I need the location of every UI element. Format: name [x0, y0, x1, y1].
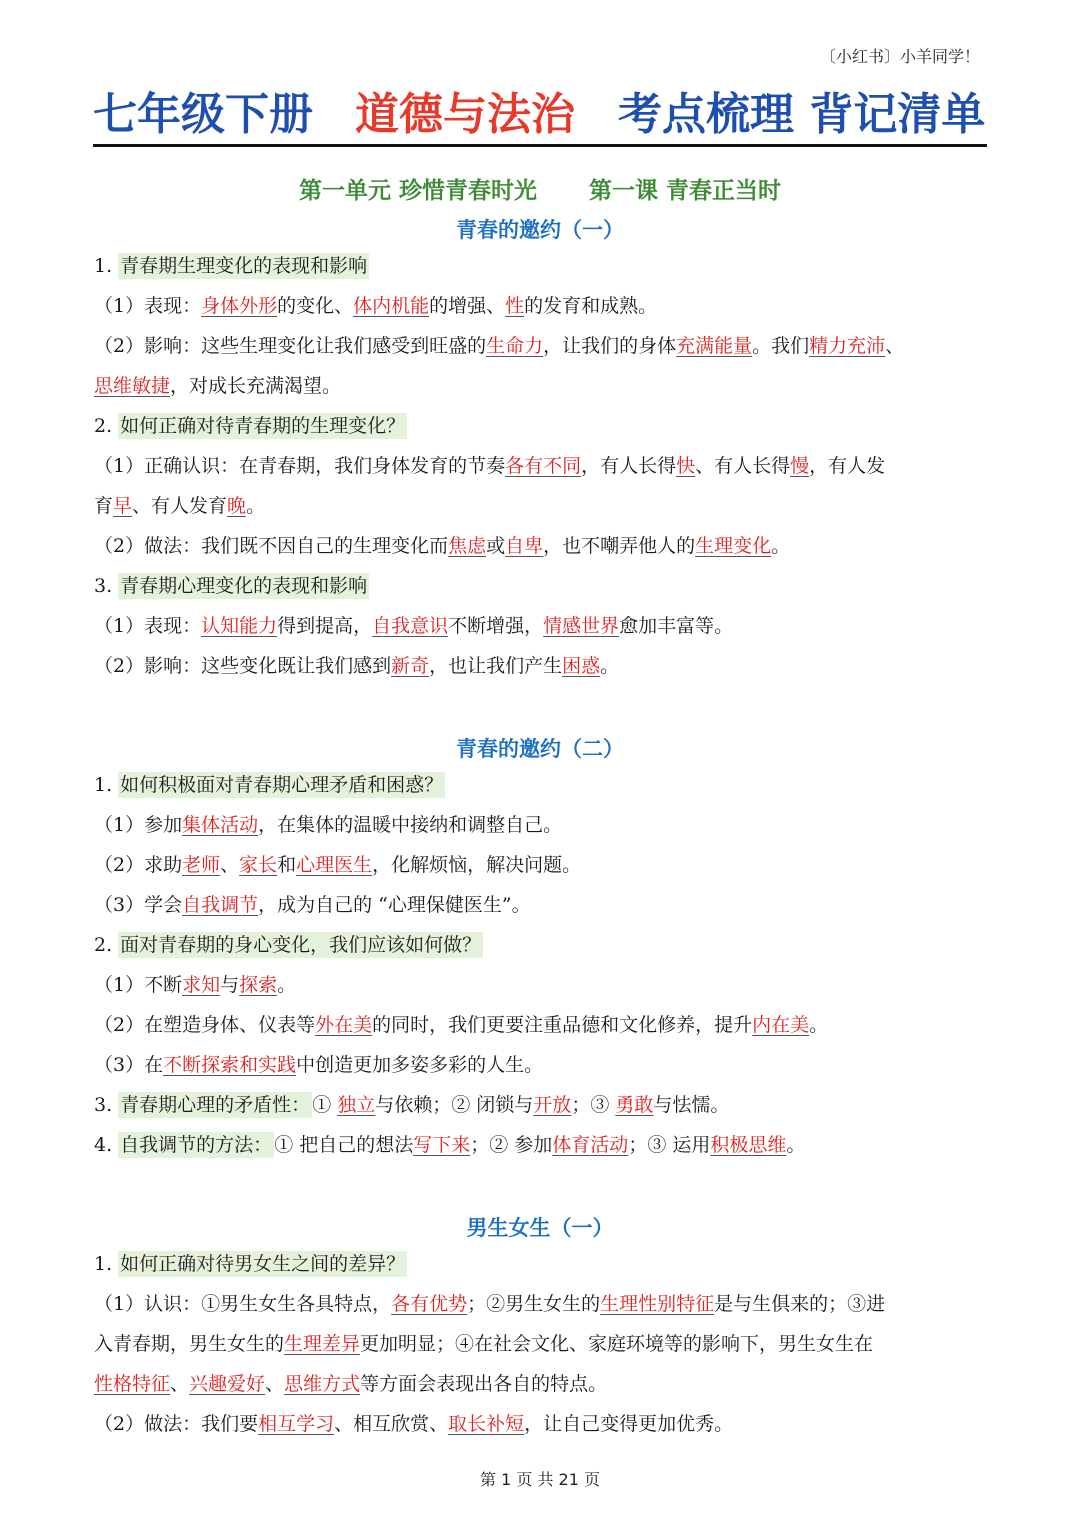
keyword: 认知能力 [201, 615, 278, 637]
answer-line [94, 372, 994, 400]
text-segment: （1）参加 [94, 814, 183, 836]
section-heading: 男生女生（一） [466, 1216, 614, 1240]
keyword: 体内机能 [353, 295, 430, 317]
title-subject: 道德与法治 [355, 89, 575, 140]
question-text: 青春期心理变化的表现和影响 [120, 575, 368, 597]
text-segment: （1）表现： [94, 615, 202, 637]
keyword: 生命力 [486, 335, 544, 357]
text-segment: 更加明显；④在社会文化、家庭环境等的影响下，男生女生在 [360, 1333, 874, 1355]
keyword: 家长 [239, 854, 278, 876]
page-number: 第 1 页 共 21 页 [480, 1470, 600, 1489]
question-text: 自我调节的方法： [120, 1134, 273, 1156]
text-segment: 与依赖；② 闭锁与 [375, 1094, 534, 1116]
header-credit: 〔小红书〕小羊同学！ [819, 47, 980, 66]
question-line [94, 931, 994, 959]
keyword: 生理变化 [695, 535, 772, 557]
text-segment: 入青春期，男生女生的 [94, 1333, 285, 1355]
keyword: 体育活动 [552, 1134, 629, 1156]
text-segment: 等方面会表现出各自的特点。 [360, 1373, 608, 1395]
keyword: 快 [676, 455, 696, 477]
text-segment: ；③ 运用 [628, 1134, 711, 1156]
text-segment: ，有人发 [809, 455, 886, 477]
text-segment: 的增强、 [429, 295, 506, 317]
text-segment: 、相互欣赏、 [334, 1413, 449, 1435]
text-segment: ① 把自己的想法 [274, 1134, 414, 1156]
text-segment: 、 [265, 1373, 285, 1395]
answer-line [94, 492, 994, 520]
answer-line [94, 652, 994, 680]
text-segment: 、 [885, 335, 905, 357]
keyword: 外在美 [315, 1014, 373, 1036]
question-line [94, 1091, 994, 1119]
text-segment: 中创造更加多姿多彩的人生。 [296, 1054, 544, 1076]
keyword: 集体活动 [182, 814, 259, 836]
item-number: 1. [94, 255, 119, 277]
text-segment: ；②男生女生的 [467, 1293, 601, 1315]
keyword: 精力充沛 [809, 335, 886, 357]
text-segment: （2）做法：我们既不因自己的生理变化而 [94, 535, 449, 557]
text-segment: 育 [94, 495, 114, 517]
question-text: 青春期生理变化的表现和影响 [120, 255, 368, 277]
keyword: 自我意识 [372, 615, 449, 637]
text-segment: 、 [170, 1373, 190, 1395]
answer-line [94, 811, 994, 839]
keyword: 生理差异 [284, 1333, 361, 1355]
keyword: 求知 [182, 974, 221, 996]
text-segment: 、有人发育 [132, 495, 228, 517]
keyword: 性 [505, 295, 525, 317]
text-segment: 的同时，我们更要注重品德和文化修养，提升 [372, 1014, 753, 1036]
text-segment: （3）学会 [94, 894, 183, 916]
question-line [94, 572, 994, 600]
item-number: 4. [94, 1134, 119, 1156]
keyword: 不断探索和实践 [163, 1054, 297, 1076]
keyword: 心理医生 [296, 854, 373, 876]
text-segment: 。 [600, 655, 620, 677]
keyword: 生理性别特征 [600, 1293, 715, 1315]
text-segment: 。我们 [752, 335, 810, 357]
keyword: 内在美 [752, 1014, 810, 1036]
text-segment: （1）不断 [94, 974, 183, 996]
text-segment: ，在集体的温暖中接纳和调整自己。 [258, 814, 563, 836]
keyword: 情感世界 [543, 615, 620, 637]
text-segment: ，对成长充满渴望。 [170, 375, 342, 397]
keyword: 困惑 [562, 655, 601, 677]
text-segment: ；② 参加 [470, 1134, 553, 1156]
text-segment: ，也不嘲弄他人的 [543, 535, 696, 557]
keyword: 开放 [533, 1094, 572, 1116]
text-segment: 与怯懦。 [653, 1094, 730, 1116]
question-text: 面对青春期的身心变化，我们应该如何做？ [120, 934, 482, 956]
answer-line [94, 1410, 994, 1438]
item-number: 1. [94, 1253, 119, 1275]
keyword: 自我调节 [182, 894, 259, 916]
keyword: 自卑 [505, 535, 544, 557]
answer-line [94, 332, 994, 360]
section-heading: 青春的邀约（二） [456, 737, 624, 761]
keyword: 相互学习 [258, 1413, 335, 1435]
answer-line [94, 1011, 994, 1039]
text-segment: 、有人长得 [695, 455, 791, 477]
unit-heading [0, 172, 1080, 205]
text-segment: 的变化、 [277, 295, 354, 317]
keyword: 兴趣爱好 [189, 1373, 266, 1395]
title-grade: 七年级下册 [93, 89, 313, 140]
answer-line [94, 1370, 994, 1398]
section-heading: 青春的邀约（一） [456, 218, 624, 242]
keyword: 焦虑 [448, 535, 487, 557]
answer-line [94, 612, 994, 640]
question-text: 如何正确对待男女生之间的差异？ [120, 1253, 406, 1275]
answer-line [94, 1051, 994, 1079]
item-number: 2. [94, 415, 119, 437]
text-segment: （1）认识：①男生女生各具特点， [94, 1293, 392, 1315]
text-segment: 与 [220, 974, 240, 996]
text-segment: 是与生俱来的；③进 [714, 1293, 886, 1315]
question-line [94, 1250, 994, 1278]
text-segment: （2）影响：这些变化既让我们感到 [94, 655, 392, 677]
text-segment: （2）影响：这些生理变化让我们感受到旺盛的 [94, 335, 487, 357]
question-text: 如何正确对待青春期的生理变化？ [120, 415, 406, 437]
keyword: 探索 [239, 974, 278, 996]
item-number: 3. [94, 1094, 119, 1116]
text-segment: ，成为自己的 “心理保健医生”。 [258, 894, 531, 916]
answer-line [94, 1290, 994, 1318]
question-line [94, 412, 994, 440]
answer-line [94, 891, 994, 919]
text-segment: 不断增强， [448, 615, 544, 637]
text-segment: 或 [486, 535, 506, 557]
text-segment: ，让我们的身体 [543, 335, 677, 357]
keyword: 老师 [182, 854, 221, 876]
question-line [94, 1131, 994, 1159]
answer-line [94, 532, 994, 560]
keyword: 身体外形 [201, 295, 278, 317]
question-text: 青春期心理的矛盾性： [120, 1094, 311, 1116]
text-segment: （2）做法：我们要 [94, 1413, 259, 1435]
text-segment: 、 [220, 854, 240, 876]
answer-line [94, 292, 994, 320]
keyword: 性格特征 [94, 1373, 171, 1395]
keyword: 慢 [790, 455, 810, 477]
lesson-title: 第一课 青春正当时 [589, 178, 782, 204]
text-segment: 。 [246, 495, 266, 517]
keyword: 思维方式 [284, 1373, 361, 1395]
text-segment: （1）表现： [94, 295, 202, 317]
item-number: 1. [94, 774, 119, 796]
question-text: 如何积极面对青春期心理矛盾和困惑？ [120, 774, 444, 796]
text-segment: 的发育和成熟。 [524, 295, 658, 317]
text-segment: 。 [809, 1014, 829, 1036]
text-segment: （1）正确认识：在青春期，我们身体发育的节奏 [94, 455, 506, 477]
keyword: 充满能量 [676, 335, 753, 357]
answer-line [94, 851, 994, 879]
text-segment: ，让自己变得更加优秀。 [524, 1413, 734, 1435]
item-number: 2. [94, 934, 119, 956]
keyword: 早 [113, 495, 133, 517]
text-segment: 。 [277, 974, 297, 996]
text-segment: 和 [277, 854, 297, 876]
keyword: 积极思维 [710, 1134, 787, 1156]
text-segment: ；③ [571, 1094, 616, 1116]
keyword: 勇敢 [615, 1094, 654, 1116]
text-segment: ，有人长得 [581, 455, 677, 477]
keyword: 思维敏捷 [94, 375, 171, 397]
keyword: 晚 [227, 495, 247, 517]
unit-title: 第一单元 珍惜青春时光 [298, 178, 537, 204]
text-segment: （2）求助 [94, 854, 183, 876]
text-segment: 得到提高， [277, 615, 373, 637]
text-segment: ，也让我们产生 [429, 655, 563, 677]
keyword: 独立 [337, 1094, 376, 1116]
text-segment: 。 [771, 535, 791, 557]
answer-line [94, 1330, 994, 1358]
question-line [94, 252, 994, 280]
keyword: 各有不同 [505, 455, 582, 477]
keyword: 取长补短 [448, 1413, 525, 1435]
answer-line [94, 452, 994, 480]
title-checklist: 考点梳理 背记清单 [618, 89, 986, 140]
text-segment: ① [312, 1094, 338, 1116]
text-segment: 。 [786, 1134, 806, 1156]
page-title [93, 86, 987, 147]
text-segment: （2）在塑造身体、仪表等 [94, 1014, 316, 1036]
text-segment: （3）在 [94, 1054, 164, 1076]
text-segment: 愈加丰富等。 [619, 615, 734, 637]
answer-line [94, 971, 994, 999]
keyword: 新奇 [391, 655, 430, 677]
keyword: 写下来 [413, 1134, 471, 1156]
item-number: 3. [94, 575, 119, 597]
question-line [94, 771, 994, 799]
keyword: 各有优势 [391, 1293, 468, 1315]
text-segment: ，化解烦恼，解决问题。 [372, 854, 582, 876]
